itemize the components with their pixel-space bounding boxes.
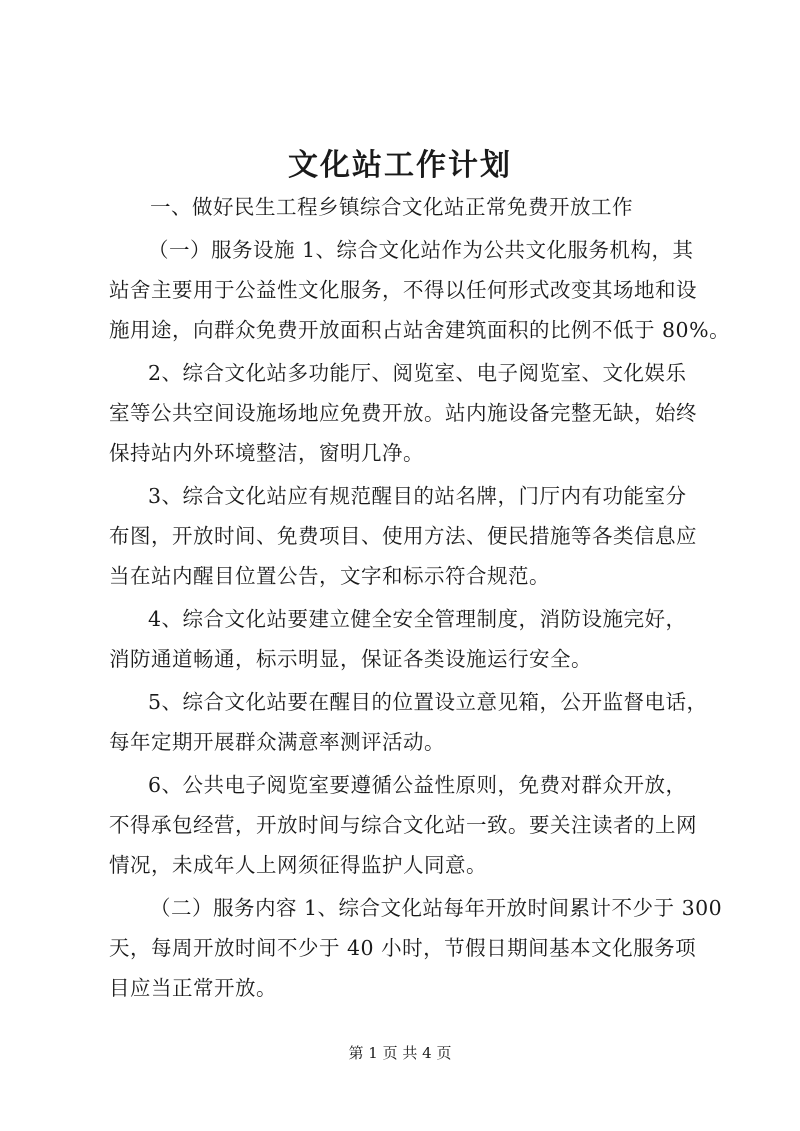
paragraph-line: 4、综合文化站要建立健全安全管理制度，消防设施完好，	[148, 607, 687, 631]
paragraph-line: 2、综合文化站多功能厅、阅览室、电子阅览室、文化娱乐	[148, 361, 687, 385]
paragraph-line: 施用途，向群众免费开放面积占站舍建筑面积的比例不低于 80%。	[109, 318, 731, 342]
paragraph-line: 消防通道畅通，标示明显，保证各类设施运行安全。	[109, 647, 592, 671]
paragraph-line: 3、综合文化站应有规范醒目的站名牌，门厅内有功能室分	[148, 484, 687, 508]
paragraph-line: 每年定期开展群众满意率测评活动。	[109, 730, 445, 754]
page-footer: 第 1 页 共 4 页	[348, 1044, 452, 1062]
paragraph-line: 保持站内外环境整洁，窗明几净。	[109, 441, 424, 465]
paragraph-line: （一）服务设施 1、综合文化站作为公共文化服务机构，其	[148, 238, 694, 262]
paragraph-line: 站舍主要用于公益性文化服务，不得以任何形式改变其场地和设	[109, 278, 697, 302]
paragraph-line: 情况，未成年人上网须征得监护人同意。	[109, 853, 487, 877]
paragraph-line: 当在站内醒目位置公告，文字和标示符合规范。	[109, 564, 550, 588]
section-heading: 一、做好民生工程乡镇综合文化站正常免费开放工作	[150, 195, 633, 219]
paragraph-line: 室等公共空间设施场地应免费开放。站内施设备完整无缺，始终	[109, 401, 697, 425]
paragraph-line: 不得承包经营，开放时间与综合文化站一致。要关注读者的上网	[109, 813, 697, 837]
document-title: 文化站工作计划	[288, 148, 512, 183]
paragraph-line: 5、综合文化站要在醒目的位置设立意见箱，公开监督电话，	[148, 690, 708, 714]
paragraph-line: 天，每周开放时间不少于 40 小时，节假日期间基本文化服务项	[109, 936, 697, 960]
paragraph-line: （二）服务内容 1、综合文化站每年开放时间累计不少于 300	[150, 896, 723, 920]
paragraph-line: 6、公共电子阅览室要遵循公益性原则，免费对群众开放，	[148, 773, 687, 797]
paragraph-line: 布图，开放时间、免费项目、使用方法、便民措施等各类信息应	[109, 524, 697, 548]
paragraph-line: 目应当正常开放。	[109, 976, 277, 1000]
